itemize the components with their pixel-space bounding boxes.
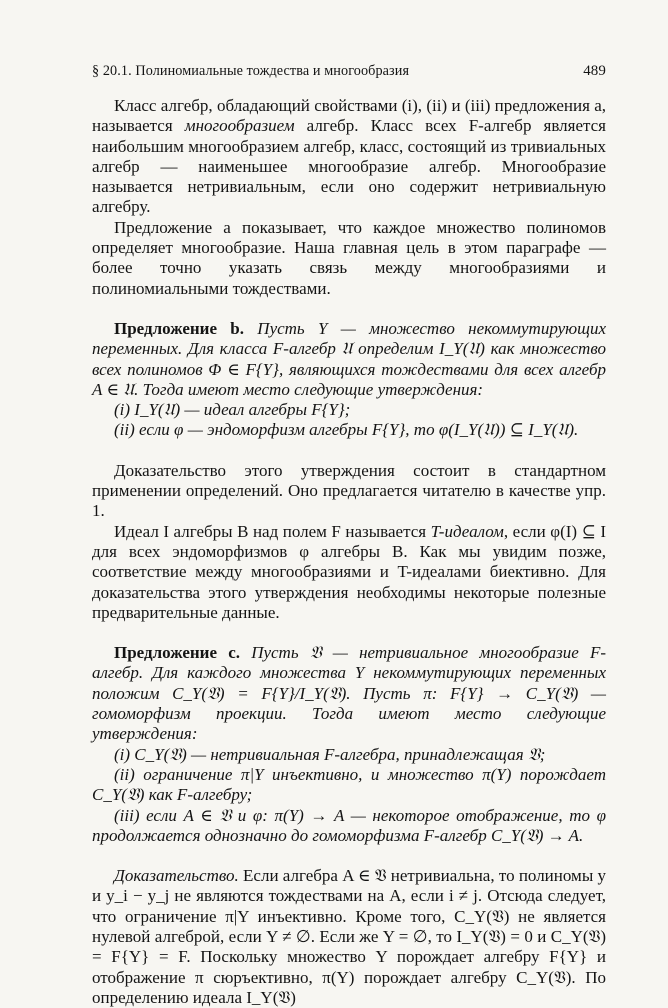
proposition-b-text: Пусть Y — множество некоммутирующих переменных. Для класса F-алгебр 𝔘 определим I_Y(𝔘) как множество всех полиномов Φ ∈ F{Y}, являющихся тождествами для всех алгебр A ∈ 𝔘. Тогда имеют место следующие утверждения: [92, 318, 606, 399]
proposition-b [92, 319, 606, 400]
term-t-ideal: T-идеалом [430, 521, 504, 541]
proposition-c-heading: Предложение c. [114, 643, 240, 663]
proposition-c-item-1: (i) C_Y(𝔙) — нетривиальная F-алгебра, принадлежащая 𝔙; [114, 744, 546, 764]
proof-text: Если алгебра A ∈ 𝔙 нетривиальна, то полиномы y и y_i − y_j не являются тождествами на A, если i ≠ j. Отсюда следует, что ограничение π|Y инъективно. Кроме того, C_Y(𝔙) не является нулевой алгеброй, если Y ≠ ∅. Если же Y = ∅, то I_Y(𝔙) = 0 и C_Y(𝔙) = F{Y} = F. Поскольку множество Y порождает алгебру F{Y} и отображение π сюръективно, π(Y) порождает алгебру C_Y(𝔙). По определению идеала I_Y(𝔙) [92, 866, 606, 1007]
proposition-c-text: Пусть 𝔙 — нетривиальное многообразие F-алгебр. Для каждого множества Y некоммутирующих переменных положим C_Y(𝔙) = F{Y}/I_Y(𝔙). Пусть π: F{Y} → C_Y(𝔙) — гомоморфизм проекции. Тогда имеют место следующие утверждения: [92, 643, 606, 744]
proposition-c-item-3: (iii) если A ∈ 𝔙 и φ: π(Y) → A — некоторое отображение, то φ продолжается однозначно до гомоморфизма F-алгебр C_Y(𝔙) → A. [92, 805, 606, 845]
page-number: 489 [583, 63, 606, 79]
paragraph-goal: Предложение a показывает, что каждое множество полиномов определяет многообразие. Наша главная цель в этом параграфе — более точно указать связь между многообразиями и полиномиальными тождествами. [92, 217, 606, 298]
proposition-b-item-2: (ii) если φ — эндоморфизм алгебры F{Y}, то φ(I_Y(𝔘)) ⊆ I_Y(𝔘). [114, 420, 579, 440]
proof-label: Доказательство. [114, 866, 239, 886]
proposition-b-item-1: (i) I_Y(𝔘) — идеал алгебры F{Y}; [114, 400, 351, 420]
paragraph-proof-remark: Доказательство этого утверждения состоит в стандартном применении определений. Оно предлагается читателю в качестве упр. 1. [92, 460, 606, 521]
paragraph-variety-definition: Класс алгебр, обладающий свойствами (i), (ii) и (iii) предложения a, называется многообразием алгебр. Класс всех F-алгебр является наибольшим многообразием алгебр, класс, состоящий из тривиальных алгебр — наименьшее многообразие алгебр. Многообразие называется нетривиальным, если оно содержит нетривиальную алгебру. [92, 96, 606, 217]
proposition-c [92, 643, 606, 744]
running-header [92, 63, 606, 80]
section-title: § 20.1. Полиномиальные тождества и многообразия [92, 63, 410, 79]
paragraph-t-ideal: Идеал I алгебры B над полем F называется T-идеалом, если φ(I) ⊆ I для всех эндоморфизмов φ алгебры B. Как мы увидим позже, соответствие между многообразиями и T-идеалами биективно. Для доказательства этого утверждения необходимы некоторые полезные предварительные данные. [92, 521, 607, 622]
proof-paragraph [92, 866, 606, 1008]
term-variety: многообразием [184, 116, 295, 136]
proposition-c-item-2: (ii) ограничение π|Y инъективно, и множество π(Y) порождает C_Y(𝔙) как F-алгебру; [92, 764, 606, 805]
main-text [92, 96, 606, 1008]
proposition-b-heading: Предложение b. [114, 318, 244, 338]
